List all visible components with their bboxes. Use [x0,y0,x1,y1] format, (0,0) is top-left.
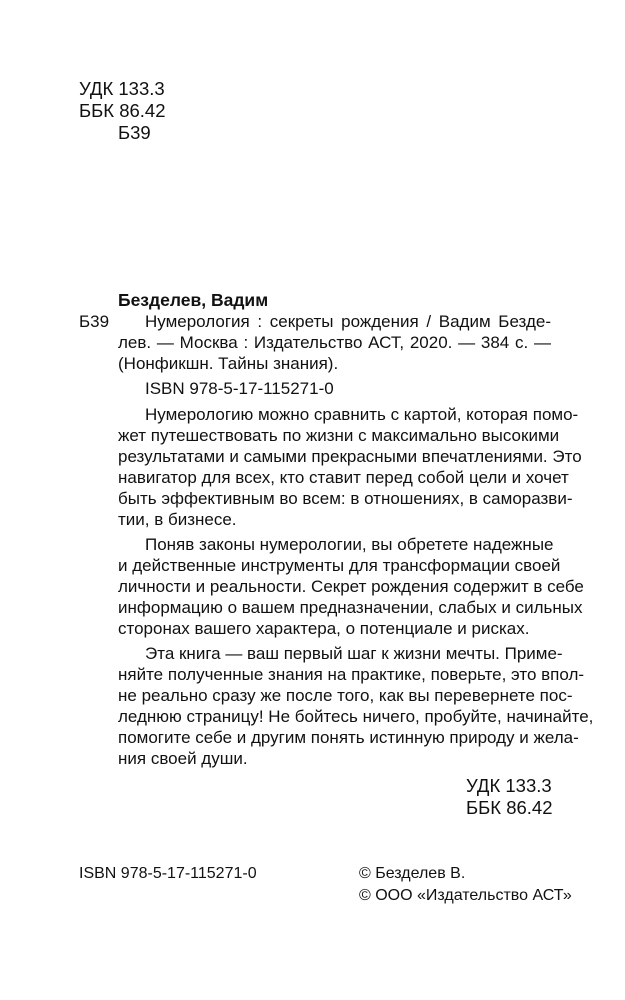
annotation-line-7: Поняв законы нумерологии, вы обретете надежные [145,535,554,554]
bbk-code: ББК 86.42 [79,100,166,121]
annotation-line-14: не реально сразу же после того, как вы перевернете пос- [118,686,573,705]
record-author: Безделев, Вадим [118,290,269,310]
record-line-3: (Нонфикшн. Тайны знания). [118,354,339,373]
annotation-line-13: няйте полученные знания на практике, поверьте, это впол- [118,665,585,684]
copyright-author: © Безделев В. [359,865,466,882]
annotation-line-1: Нумерологию можно сравнить с картой, которая помо- [145,405,579,424]
bbk-code-bottom: ББК 86.42 [466,797,553,818]
annotation-line-11: сторонах вашего характера, о потенциале и рисках. [118,619,530,638]
annotation-line-8: и действенные инструменты для трансформации своей [118,556,561,575]
annotation-line-17: ния своей души. [118,749,248,768]
annotation-line-15: леднюю страницу! Не бойтесь ничего, пробуйте, начинайте, [118,707,594,726]
annotation-line-12: Эта книга — ваш первый шаг к жизни мечты. Приме- [145,644,563,663]
annotation-line-5: быть эффективным во всем: в отношениях, в саморазви- [118,489,573,508]
annotation-line-10: информацию о вашем предназначении, слабых и сильных [118,598,583,617]
record-isbn: ISBN 978-5-17-115271-0 [145,379,334,398]
annotation-line-9: личности и реальности. Секрет рождения содержит в себе [118,577,584,596]
udk-code-bottom: УДК 133.3 [466,775,552,796]
annotation-line-4: навигатор для всех, кто ставит перед собой цели и хочет [118,468,569,487]
annotation-line-2: жет путешествовать по жизни с максимально высокими [118,426,560,445]
record-mark: Б39 [79,312,110,331]
annotation-line-3: результатами и самыми прекрасными впечатлениями. Это [118,447,582,466]
footer-isbn: ISBN 978-5-17-115271-0 [79,865,257,882]
copyright-publisher: © ООО «Издательство АСТ» [359,887,572,904]
annotation-line-16: помогите себе и другим понять истинную природу и жела- [118,728,579,747]
record-line-2: лев. — Москва : Издательство АСТ, 2020. — 384 с. — [118,333,551,352]
record-line-1: Нумерология : секреты рождения / Вадим Безде- [145,312,551,331]
author-mark: Б39 [118,122,151,143]
udk-code: УДК 133.3 [79,78,165,99]
annotation-line-6: тии, в бизнесе. [118,510,237,529]
